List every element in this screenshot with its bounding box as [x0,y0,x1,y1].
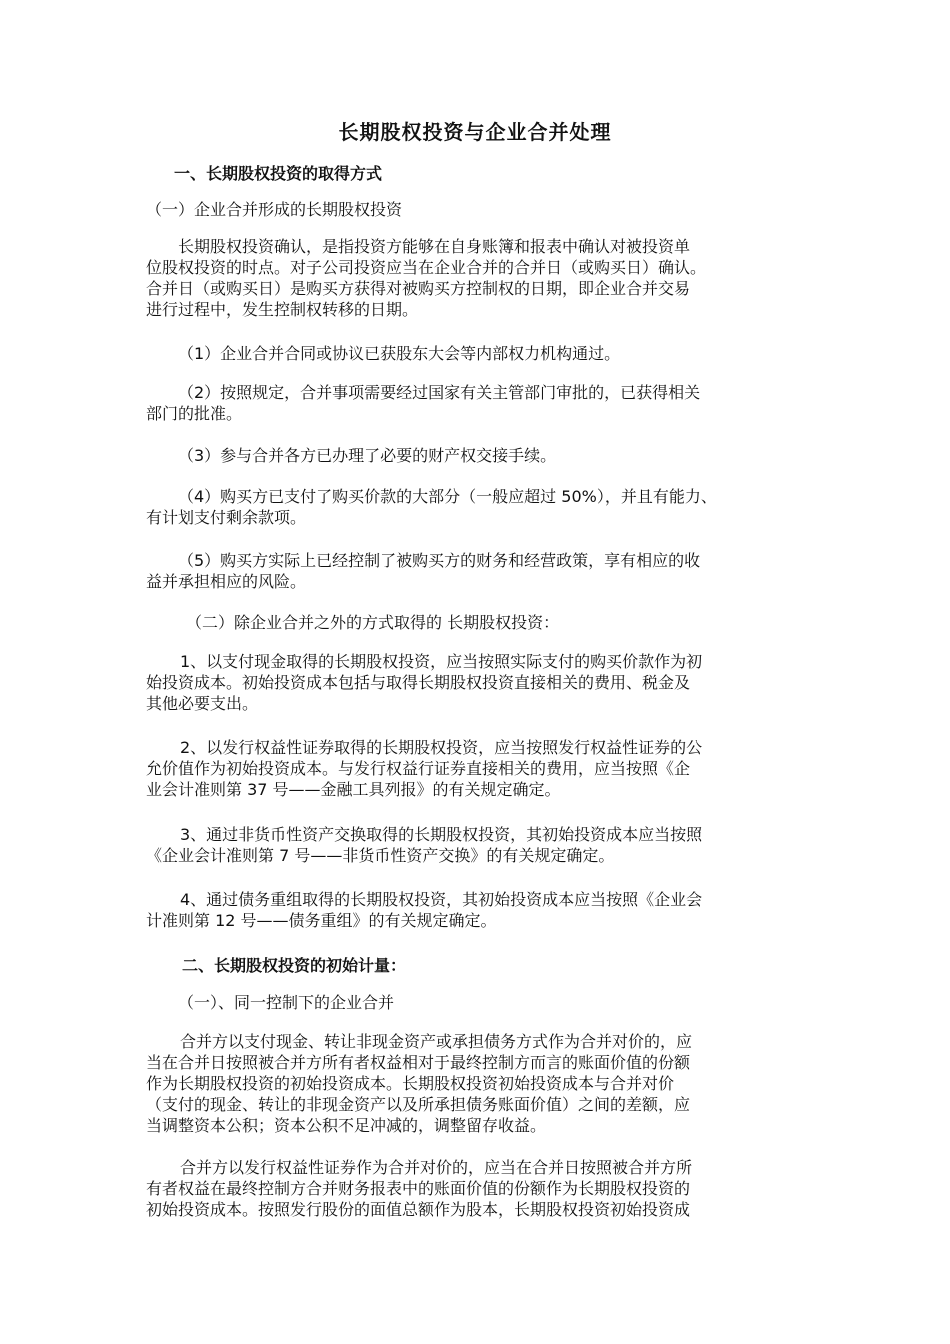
condition-item [146,550,814,592]
condition-item [146,486,814,528]
text-line: 位股权投资的时点。对子公司投资应当在企业合并的合并日（或购买日）确认。 [146,258,707,277]
text-line: 允价值作为初始投资成本。与发行权益行证券直接相关的费用，应当按照《企 [146,759,691,778]
text-line: 作为长期股权投资的初始投资成本。长期股权投资初始投资成本与合并对价 [146,1074,675,1093]
text-line: 1、以支付现金取得的长期股权投资，应当按照实际支付的购买价款作为初 [180,652,703,671]
text-line: （2）按照规定，合并事项需要经过国家有关主管部门审批的，已获得相关 [178,383,701,402]
text-line: 2、以发行权益性证券取得的长期股权投资，应当按照发行权益性证券的公 [180,738,703,757]
condition-item [146,382,814,424]
section2-sub1-heading: （一）、同一控制下的企业合并 [178,993,395,1012]
section1-sub1-heading: （一）企业合并形成的长期股权投资 [146,200,403,219]
text-line: 当在合并日按照被合并方所有者权益相对于最终控制方而言的账面价值的份额 [146,1053,691,1072]
text-line: 4、通过债务重组取得的长期股权投资，其初始投资成本应当按照《企业会 [180,890,703,909]
text-line: 《企业会计准则第 7 号——非货币性资产交换》的有关规定确定。 [146,846,615,865]
paragraph-confirmation [146,236,814,320]
text-line: （5）购买方实际上已经控制了被购买方的财务和经营政策，享有相应的收 [178,551,701,570]
text-line: 合并日（或购买日）是购买方获得对被购买方控制权的日期，即企业合并交易 [146,279,691,298]
text-line: 长期股权投资确认，是指投资方能够在自身账簿和报表中确认对被投资单 [178,237,691,256]
document-title: 长期股权投资与企业合并处理 [338,120,612,144]
text-line: （3）参与合并各方已办理了必要的财产权交接手续。 [178,446,557,465]
text-line: 3、通过非货币性资产交换取得的长期股权投资，其初始投资成本应当按照 [180,825,703,844]
acquisition-item [146,824,814,866]
text-line: 合并方以发行权益性证券作为合并对价的，应当在合并日按照被合并方所 [180,1158,693,1177]
text-line: 有者权益在最终控制方合并财务报表中的账面价值的份额作为长期股权投资的 [146,1179,691,1198]
acquisition-item [146,651,814,714]
text-line: 业会计准则第 37 号——金融工具列报》的有关规定确定。 [146,780,561,799]
paragraph-equity-consideration [146,1157,814,1220]
text-line: 始投资成本。初始投资成本包括与取得长期股权投资直接相关的费用、税金及 [146,673,691,692]
text-line: （支付的现金、转让的非现金资产以及所承担债务账面价值）之间的差额，应 [146,1095,691,1114]
text-line: 有计划支付剩余款项。 [146,508,307,527]
section1-sub2-heading: （二）除企业合并之外的方式取得的 长期股权投资： [186,613,560,632]
acquisition-item [146,889,814,931]
condition-item [178,445,846,466]
condition-item [178,343,846,364]
text-line: 部门的批准。 [146,404,243,423]
text-line: 初始投资成本。按照发行股份的面值总额作为股本，长期股权投资初始投资成 [146,1200,691,1219]
section2-heading: 二、长期股权投资的初始计量： [182,956,407,975]
text-line: 益并承担相应的风险。 [146,572,307,591]
section1-heading: 一、长期股权投资的取得方式 [174,164,383,183]
text-line: 其他必要支出。 [146,694,259,713]
acquisition-item [146,737,814,800]
text-line: 计准则第 12 号——债务重组》的有关规定确定。 [146,911,497,930]
text-line: 当调整资本公积；资本公积不足冲减的，调整留存收益。 [146,1116,547,1135]
text-line: （1）企业合并合同或协议已获股东大会等内部权力机构通过。 [178,344,621,363]
paragraph-cash-consideration [146,1031,814,1136]
text-line: （4）购买方已支付了购买价款的大部分（一般应超过 50%），并且有能力、 [178,487,717,506]
text-line: 进行过程中，发生控制权转移的日期。 [146,300,419,319]
text-line: 合并方以支付现金、转让非现金资产或承担债务方式作为合并对价的，应 [180,1032,693,1051]
